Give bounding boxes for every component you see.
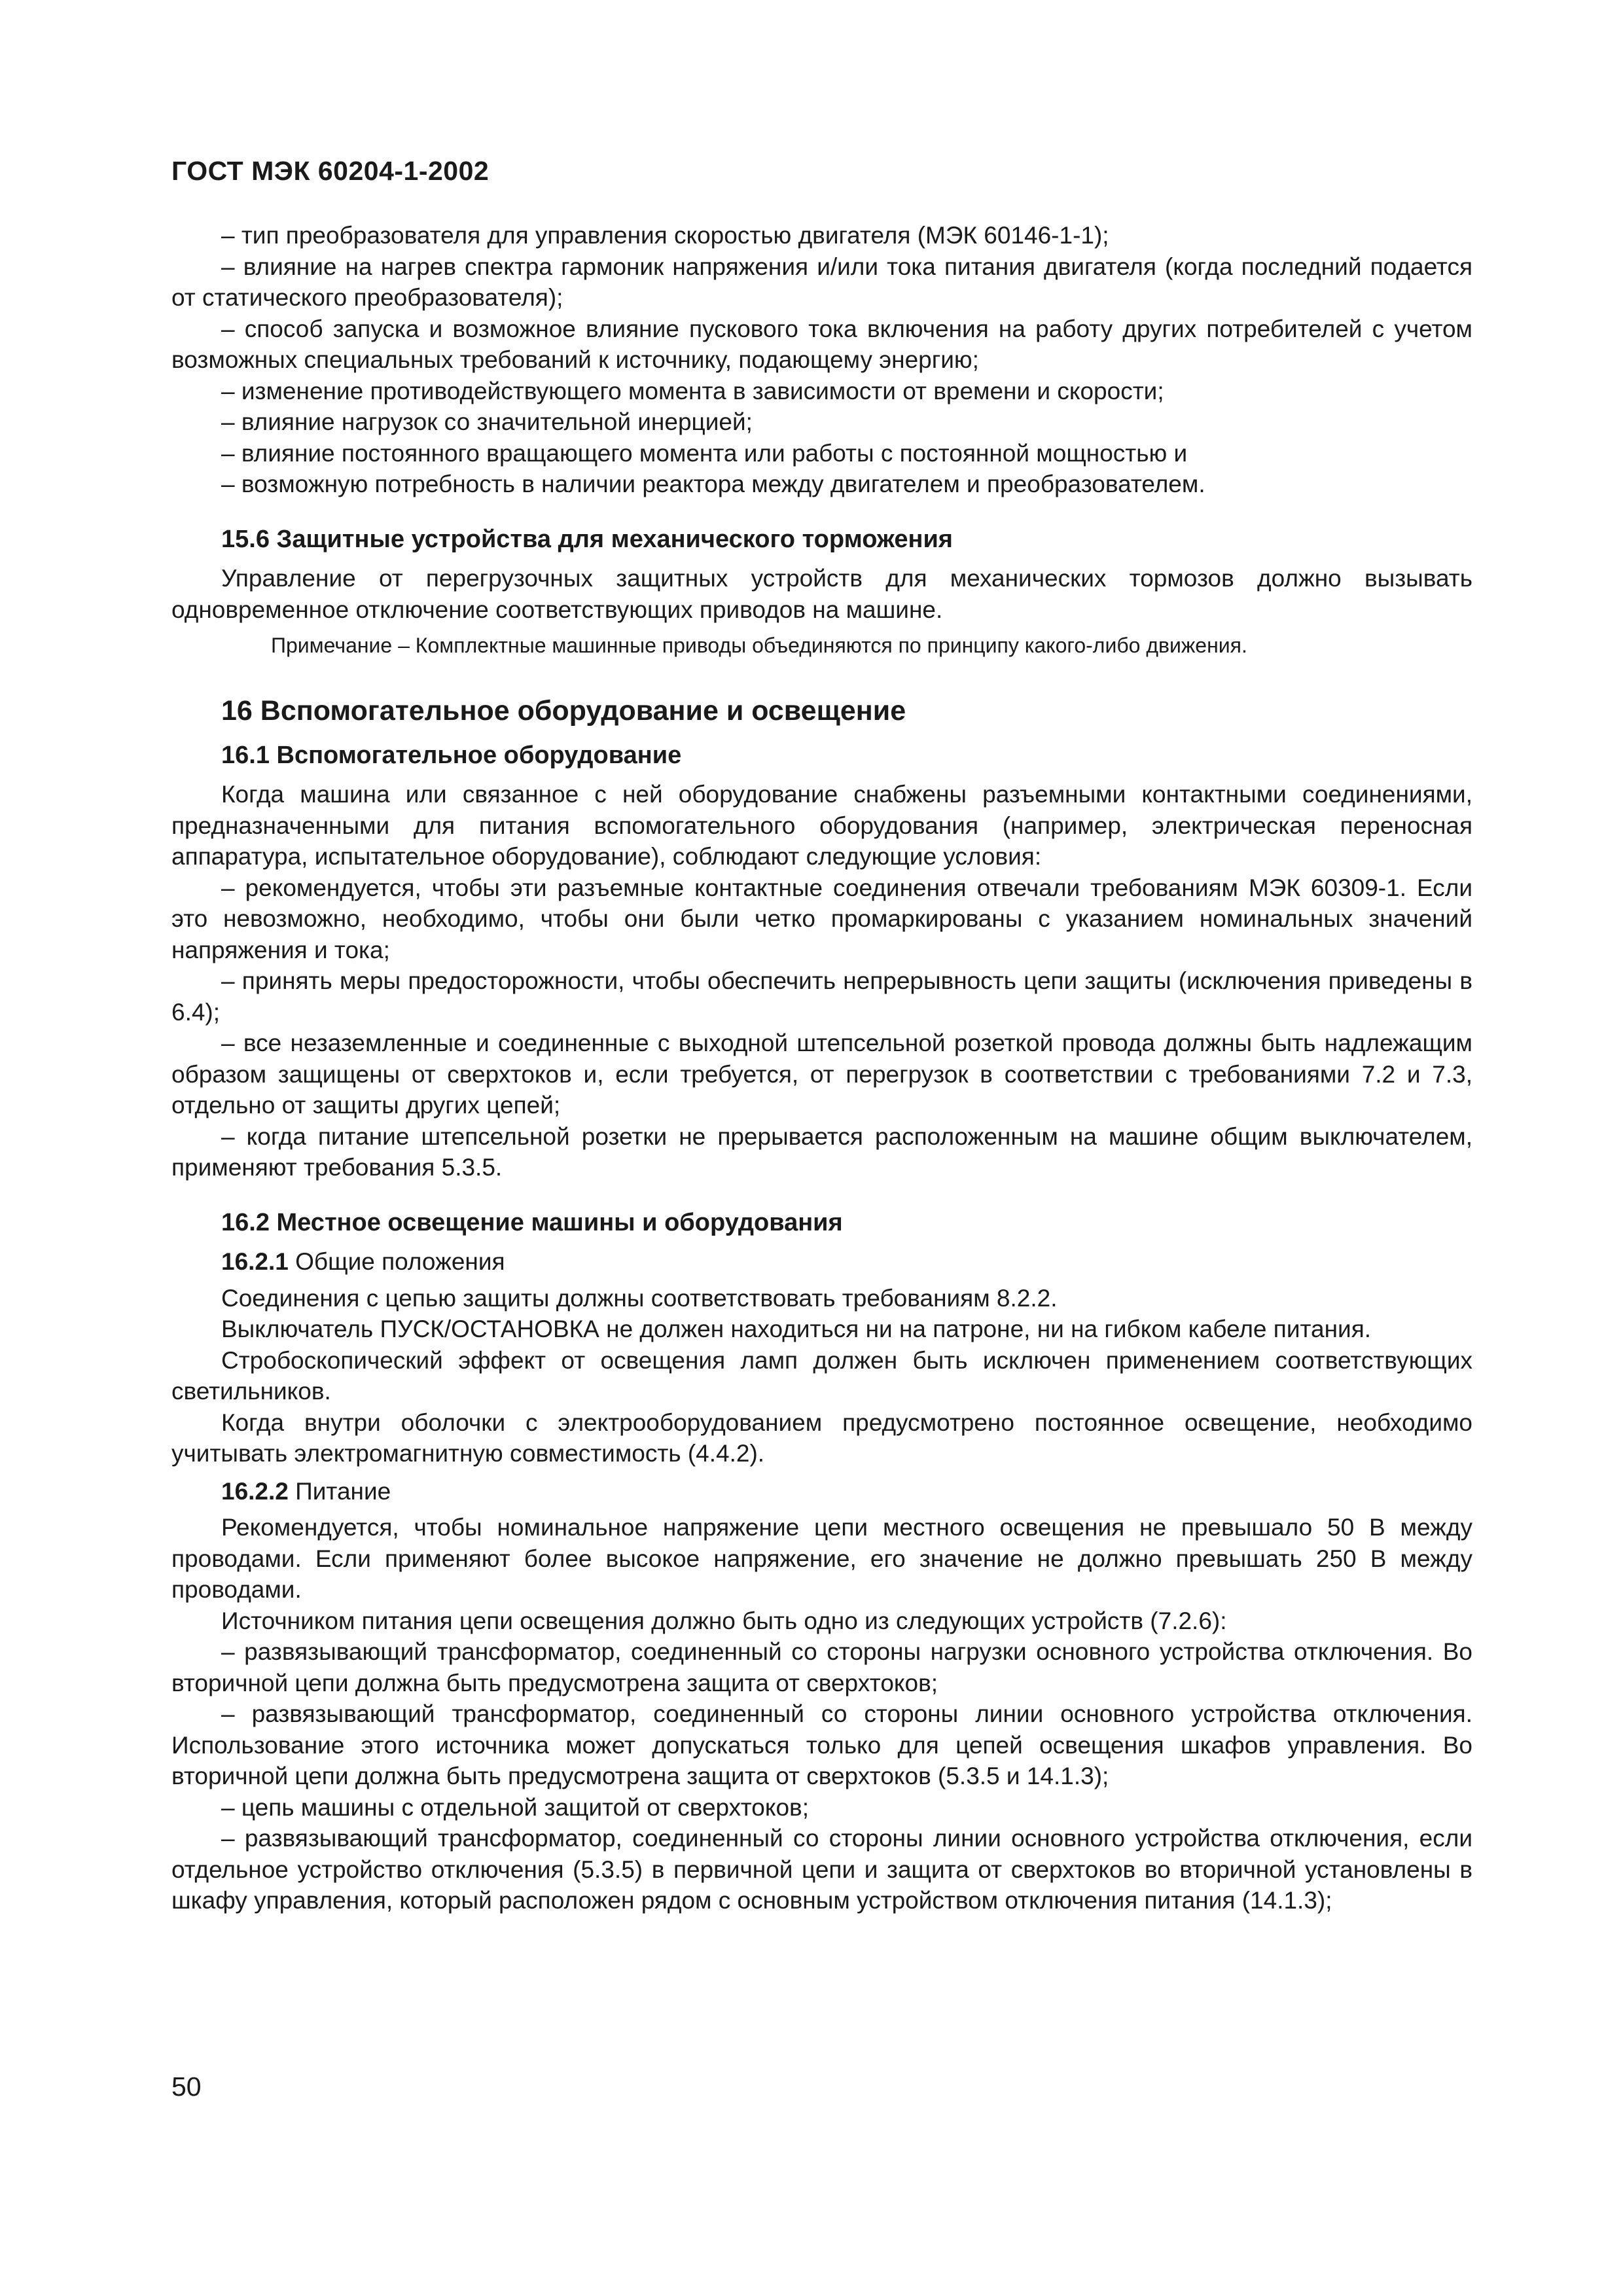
list-item: – развязывающий трансформатор, соединенный со стороны линии основного устройства отключения. Использование этого источника может допускаться только для цепей освещения шкафов управления. Во вторичной цепи должна быть предусмотрена защита от сверхтоков (5.3.5 и 14.1.3); <box>171 1700 1472 1789</box>
document-header: ГОСТ МЭК 60204-1-2002 <box>171 156 490 186</box>
list-item: – рекомендуется, чтобы эти разъемные контактные соединения отвечали требованиям МЭК 60309-1. Если это невозможно, необходимо, чтобы они были четко промаркированы с указанием номинальных значений напряжения и тока; <box>171 874 1472 963</box>
paragraph: Источником питания цепи освещения должно быть одно из следующих устройств (7.2.6): <box>221 1607 1227 1634</box>
list-item: – влияние нагрузок со значительной инерцией; <box>221 408 753 435</box>
paragraph: Соединения с цепью защиты должны соответствовать требованиям 8.2.2. <box>221 1284 1058 1312</box>
list-item: – тип преобразователя для управления скоростью двигателя (МЭК 60146-1-1); <box>221 222 1109 249</box>
list-item: – развязывающий трансформатор, соединенный со стороны линии основного устройства отключения, если отдельное устройство отключения (5.3.5) в первичной цепи и защита от сверхтоков во вторичной установлены в шкафу управления, который расположен рядом с основным устройством отключения питания (14.1.3); <box>171 1825 1472 1914</box>
note: Примечание – Комплектные машинные приводы объединяются по принципу какого-либо движения. <box>271 634 1247 657</box>
list-item: – цепь машины с отдельной защитой от сверхтоков; <box>221 1793 809 1821</box>
page-number: 50 <box>171 2072 202 2102</box>
clause-number: 16.2.1 <box>221 1248 289 1275</box>
list-item: – влияние на нагрев спектра гармоник напряжения и/или тока питания двигателя (когда последний подается от статического преобразователя); <box>171 253 1472 311</box>
clause-heading-16-2-2 <box>171 1476 1472 1507</box>
clause-title: Питание <box>295 1477 391 1505</box>
list-item: – развязывающий трансформатор, соединенный со стороны нагрузки основного устройства отключения. Во вторичной цепи должна быть предусмотрена защита от сверхтоков; <box>171 1638 1472 1696</box>
clause-number: 16.2.2 <box>221 1477 289 1505</box>
list-item: – принять меры предосторожности, чтобы обеспечить непрерывность цепи защиты (исключения приведены в 6.4); <box>171 967 1472 1026</box>
paragraph: Когда машина или связанное с ней оборудование снабжены разъемными контактными соединениями, предназначенными для питания вспомогательного оборудования (например, электрическая переносная аппаратура, испытательное оборудование), соблюдают следующие условия: <box>171 781 1472 870</box>
paragraph: Управление от перегрузочных защитных устройств для механических тормозов должно вызывать одновременное отключение соответствующих приводов на машине. <box>171 565 1472 623</box>
paragraph: Рекомендуется, чтобы номинальное напряжение цепи местного освещения не превышало 50 В между проводами. Если применяют более высокое напряжение, его значение не должно превышать 250 В между проводами. <box>171 1514 1472 1603</box>
clause-heading-16-2-1 <box>171 1246 1472 1278</box>
paragraph: Стробоскопический эффект от освещения ламп должен быть исключен применением соответствующих светильников. <box>171 1346 1472 1405</box>
list-item: – изменение противодействующего момента в зависимости от времени и скорости; <box>221 377 1164 404</box>
paragraph: Выключатель ПУСК/ОСТАНОВКА не должен находиться ни на патроне, ни на гибком кабеле питания. <box>221 1316 1372 1342</box>
list-item: – способ запуска и возможное влияние пускового тока включения на работу других потребителей с учетом возможных специальных требований к источнику, подающему энергию; <box>171 315 1472 373</box>
list-item: – влияние постоянного вращающего момента или работы с постоянной мощностью и <box>221 439 1188 467</box>
list-item: – все незаземленные и соединенные с выходной штепсельной розеткой провода должны быть надлежащим образом защищены от сверхтоков и, если требуется, от перегрузок в соответствии с требованиями 7.2 и 7.3, отдельно от защиты других цепей; <box>171 1030 1472 1119</box>
section-heading-16: 16 Вспомогательное оборудование и освещение <box>221 695 906 726</box>
section-heading-15-6: 15.6 Защитные устройства для механического торможения <box>221 525 953 553</box>
paragraph: Когда внутри оболочки с электрооборудованием предусмотрено постоянное освещение, необходимо учитывать электромагнитную совместимость (4.4.2). <box>171 1408 1472 1467</box>
clause-title: Общие положения <box>295 1248 505 1275</box>
section-heading-16-2: 16.2 Местное освещение машины и оборудования <box>221 1208 843 1236</box>
page-content <box>171 220 1472 1916</box>
list-item: – когда питание штепсельной розетки не прерывается расположенным на машине общим выключателем, применяют требования 5.3.5. <box>171 1122 1472 1181</box>
list-item: – возможную потребность в наличии реактора между двигателем и преобразователем. <box>221 471 1205 497</box>
section-heading-16-1: 16.1 Вспомогательное оборудование <box>221 741 682 769</box>
